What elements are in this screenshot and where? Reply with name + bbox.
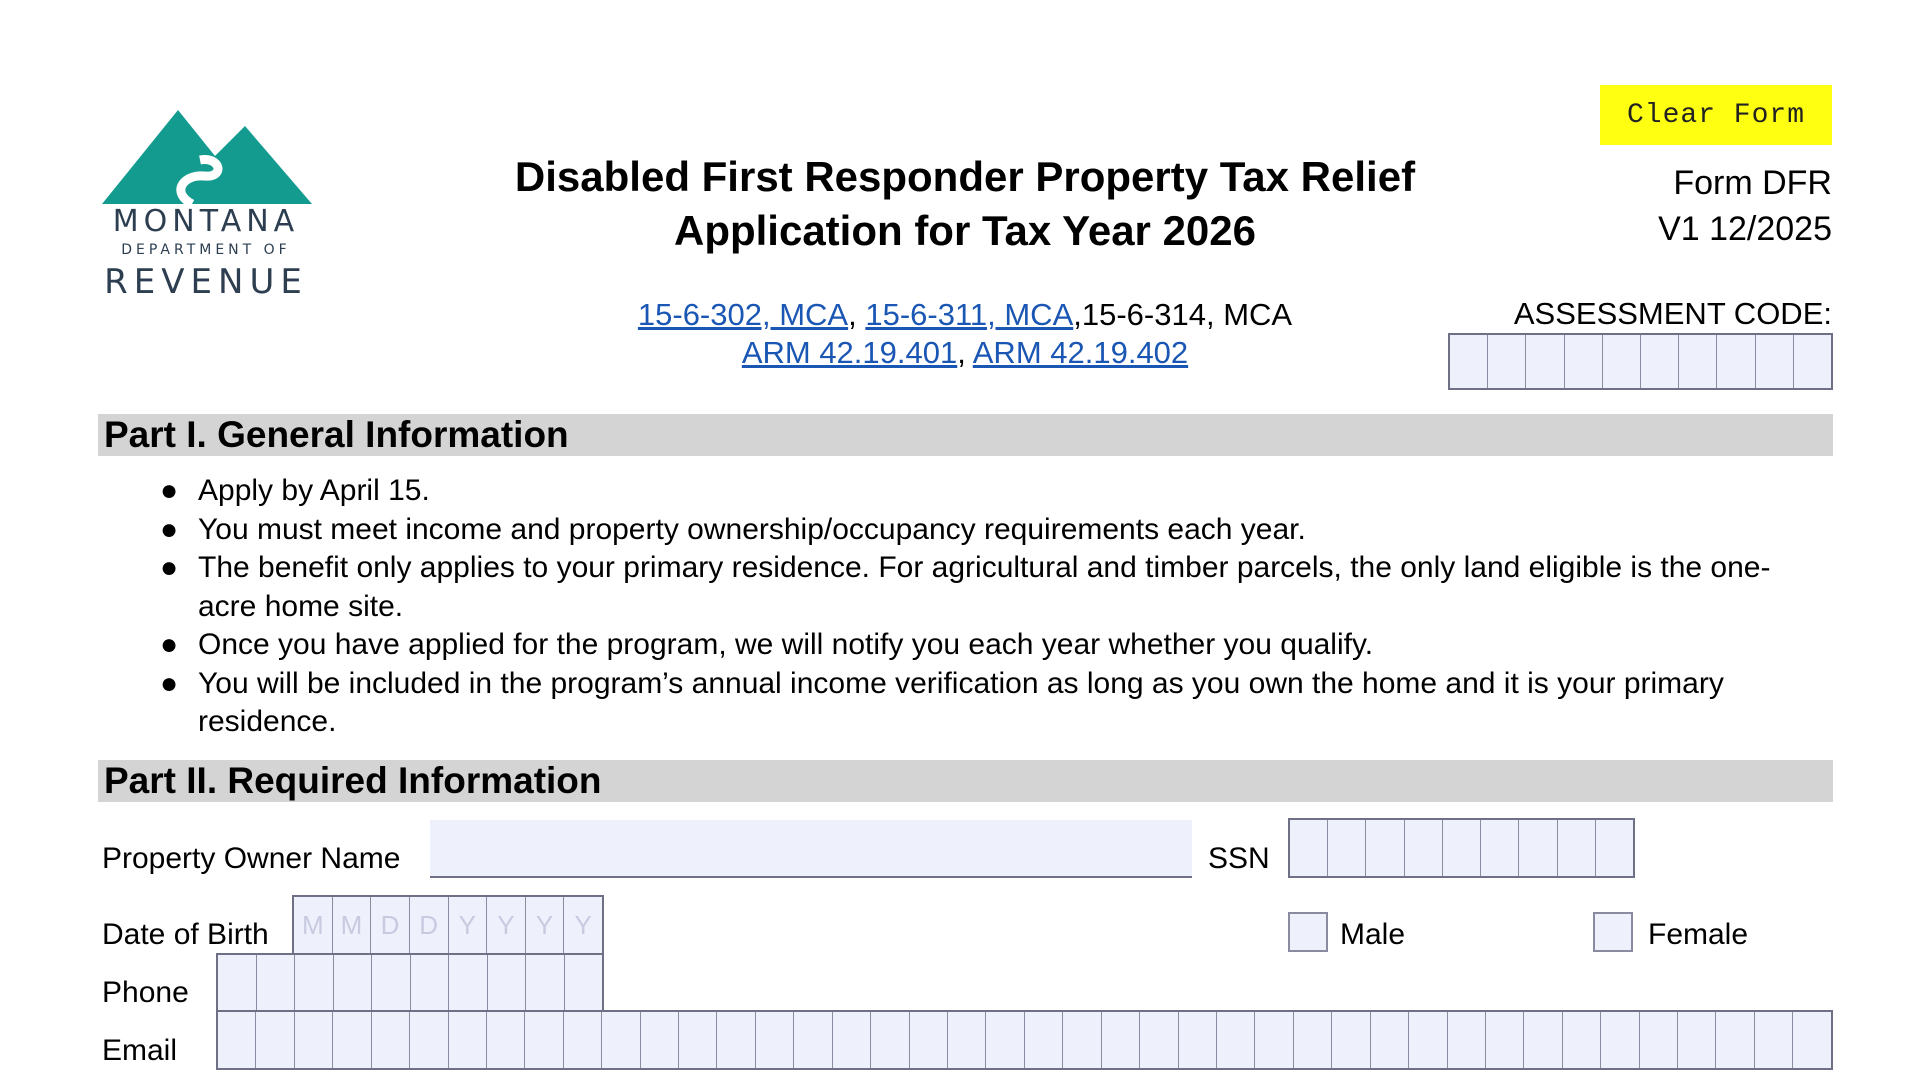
email-char-box[interactable] bbox=[1025, 1012, 1063, 1068]
email-char-box[interactable] bbox=[1716, 1012, 1754, 1068]
email-char-box[interactable] bbox=[449, 1012, 487, 1068]
email-char-box[interactable] bbox=[910, 1012, 948, 1068]
list-item: ● You will be included in the program’s annual income verification as long as you own the home and it is your primary residence. bbox=[160, 666, 1724, 738]
list-item: ● The benefit only applies to your primary residence. For agricultural and timber parcels, the only land eligible is the one-acre home site. bbox=[160, 551, 1771, 623]
email-char-box[interactable] bbox=[1640, 1012, 1678, 1068]
dob-month-digit[interactable]: M bbox=[294, 897, 333, 953]
email-char-box[interactable] bbox=[1755, 1012, 1793, 1068]
rule-link-42-19-401[interactable]: ARM 42.19.401 bbox=[741, 335, 958, 370]
email-char-box[interactable] bbox=[1601, 1012, 1639, 1068]
email-char-box[interactable] bbox=[1486, 1012, 1524, 1068]
email-char-box[interactable] bbox=[410, 1012, 448, 1068]
list-item: ● Once you have applied for the program, we will notify you each year whether you qualify. bbox=[160, 628, 1374, 661]
dob-field[interactable] bbox=[292, 895, 604, 953]
email-char-box[interactable] bbox=[1140, 1012, 1178, 1068]
owner-name-field[interactable] bbox=[430, 820, 1192, 878]
part2-heading: Part II. Required Information bbox=[98, 760, 1833, 802]
email-char-box[interactable] bbox=[1294, 1012, 1332, 1068]
email-char-box[interactable] bbox=[1563, 1012, 1601, 1068]
email-char-box[interactable] bbox=[1102, 1012, 1140, 1068]
email-char-box[interactable] bbox=[525, 1012, 563, 1068]
email-char-box[interactable] bbox=[871, 1012, 909, 1068]
email-char-box[interactable] bbox=[1255, 1012, 1293, 1068]
email-label: Email bbox=[102, 1034, 178, 1067]
email-char-box[interactable] bbox=[333, 1012, 371, 1068]
logo-revenue: REVENUE bbox=[104, 262, 308, 302]
email-char-box[interactable] bbox=[1678, 1012, 1716, 1068]
email-char-box[interactable] bbox=[948, 1012, 986, 1068]
dob-day-digit[interactable]: D bbox=[410, 897, 449, 953]
email-char-box[interactable] bbox=[986, 1012, 1024, 1068]
rule-link-42-19-402[interactable]: ARM 42.19.402 bbox=[972, 335, 1189, 370]
email-char-box[interactable] bbox=[487, 1012, 525, 1068]
email-char-box[interactable] bbox=[1179, 1012, 1217, 1068]
dob-year-digit[interactable]: Y bbox=[574, 909, 592, 940]
dob-month-digit[interactable]: M bbox=[333, 897, 372, 953]
email-char-box[interactable] bbox=[564, 1012, 602, 1068]
male-checkbox[interactable] bbox=[1288, 912, 1328, 952]
form-title: Disabled First Responder Property Tax Relief bbox=[514, 153, 1416, 200]
dob-year-digit[interactable]: Y bbox=[487, 897, 526, 953]
phone-label: Phone bbox=[102, 976, 189, 1009]
email-char-box[interactable] bbox=[679, 1012, 717, 1068]
email-char-box[interactable] bbox=[1217, 1012, 1255, 1068]
email-char-box[interactable] bbox=[218, 1012, 256, 1068]
female-label: Female bbox=[1648, 918, 1749, 951]
clear-form-button[interactable]: Clear Form bbox=[1600, 85, 1832, 145]
general-info-list bbox=[160, 472, 1780, 742]
logo-department: DEPARTMENT OF bbox=[121, 242, 291, 258]
comma: , bbox=[1073, 297, 1082, 332]
female-checkbox[interactable] bbox=[1593, 912, 1633, 952]
assessment-code-label: ASSESSMENT CODE: bbox=[1513, 296, 1832, 331]
email-char-box[interactable] bbox=[1524, 1012, 1562, 1068]
montana-revenue-logo bbox=[100, 104, 320, 304]
dob-year-digit[interactable]: Y bbox=[526, 897, 565, 953]
owner-name-label: Property Owner Name bbox=[102, 842, 401, 875]
email-char-box[interactable] bbox=[1793, 1012, 1830, 1068]
list-item: ● Apply by April 15. bbox=[160, 474, 430, 507]
email-char-box[interactable] bbox=[717, 1012, 755, 1068]
dob-label: Date of Birth bbox=[102, 918, 269, 951]
email-char-box[interactable] bbox=[833, 1012, 871, 1068]
email-char-box[interactable] bbox=[256, 1012, 294, 1068]
dob-day-digit[interactable]: D bbox=[371, 897, 410, 953]
part1-heading: Part I. General Information bbox=[98, 414, 1833, 456]
email-char-box[interactable] bbox=[1409, 1012, 1447, 1068]
form-id bbox=[1658, 160, 1832, 252]
comma: , bbox=[957, 335, 973, 370]
mountain-icon bbox=[100, 104, 312, 204]
rule-citations bbox=[430, 334, 1500, 372]
email-char-box[interactable] bbox=[295, 1012, 333, 1068]
ssn-field[interactable] bbox=[1288, 818, 1635, 878]
form-version: V1 12/2025 bbox=[1658, 210, 1832, 248]
email-char-box[interactable] bbox=[641, 1012, 679, 1068]
email-char-box[interactable] bbox=[1371, 1012, 1409, 1068]
list-item: ● You must meet income and property ownership/occupancy requirements each year. bbox=[160, 512, 1306, 546]
ssn-label: SSN bbox=[1208, 842, 1270, 875]
statute-15-6-314: 15-6-314, MCA bbox=[1081, 297, 1293, 332]
email-char-box[interactable] bbox=[756, 1012, 794, 1068]
email-char-box[interactable] bbox=[794, 1012, 832, 1068]
email-char-box[interactable] bbox=[1332, 1012, 1370, 1068]
phone-field[interactable] bbox=[216, 953, 604, 1011]
statute-citations bbox=[430, 296, 1500, 334]
comma: , bbox=[848, 297, 866, 332]
email-char-box[interactable] bbox=[1448, 1012, 1486, 1068]
male-label: Male bbox=[1340, 918, 1406, 951]
assessment-code-field[interactable] bbox=[1448, 333, 1833, 390]
email-field[interactable] bbox=[216, 1010, 1833, 1070]
form-subtitle: Application for Tax Year 2026 bbox=[673, 207, 1256, 254]
email-char-box[interactable] bbox=[602, 1012, 640, 1068]
logo-montana: MONTANA bbox=[112, 204, 300, 239]
form-number: Form DFR bbox=[1673, 164, 1832, 202]
email-char-box[interactable] bbox=[1063, 1012, 1101, 1068]
email-char-box[interactable] bbox=[372, 1012, 410, 1068]
dob-year-digit[interactable]: Y bbox=[449, 897, 488, 953]
statute-link-15-6-311[interactable]: 15-6-311, MCA bbox=[865, 297, 1074, 332]
statute-link-15-6-302[interactable]: 15-6-302, MCA bbox=[637, 297, 849, 332]
